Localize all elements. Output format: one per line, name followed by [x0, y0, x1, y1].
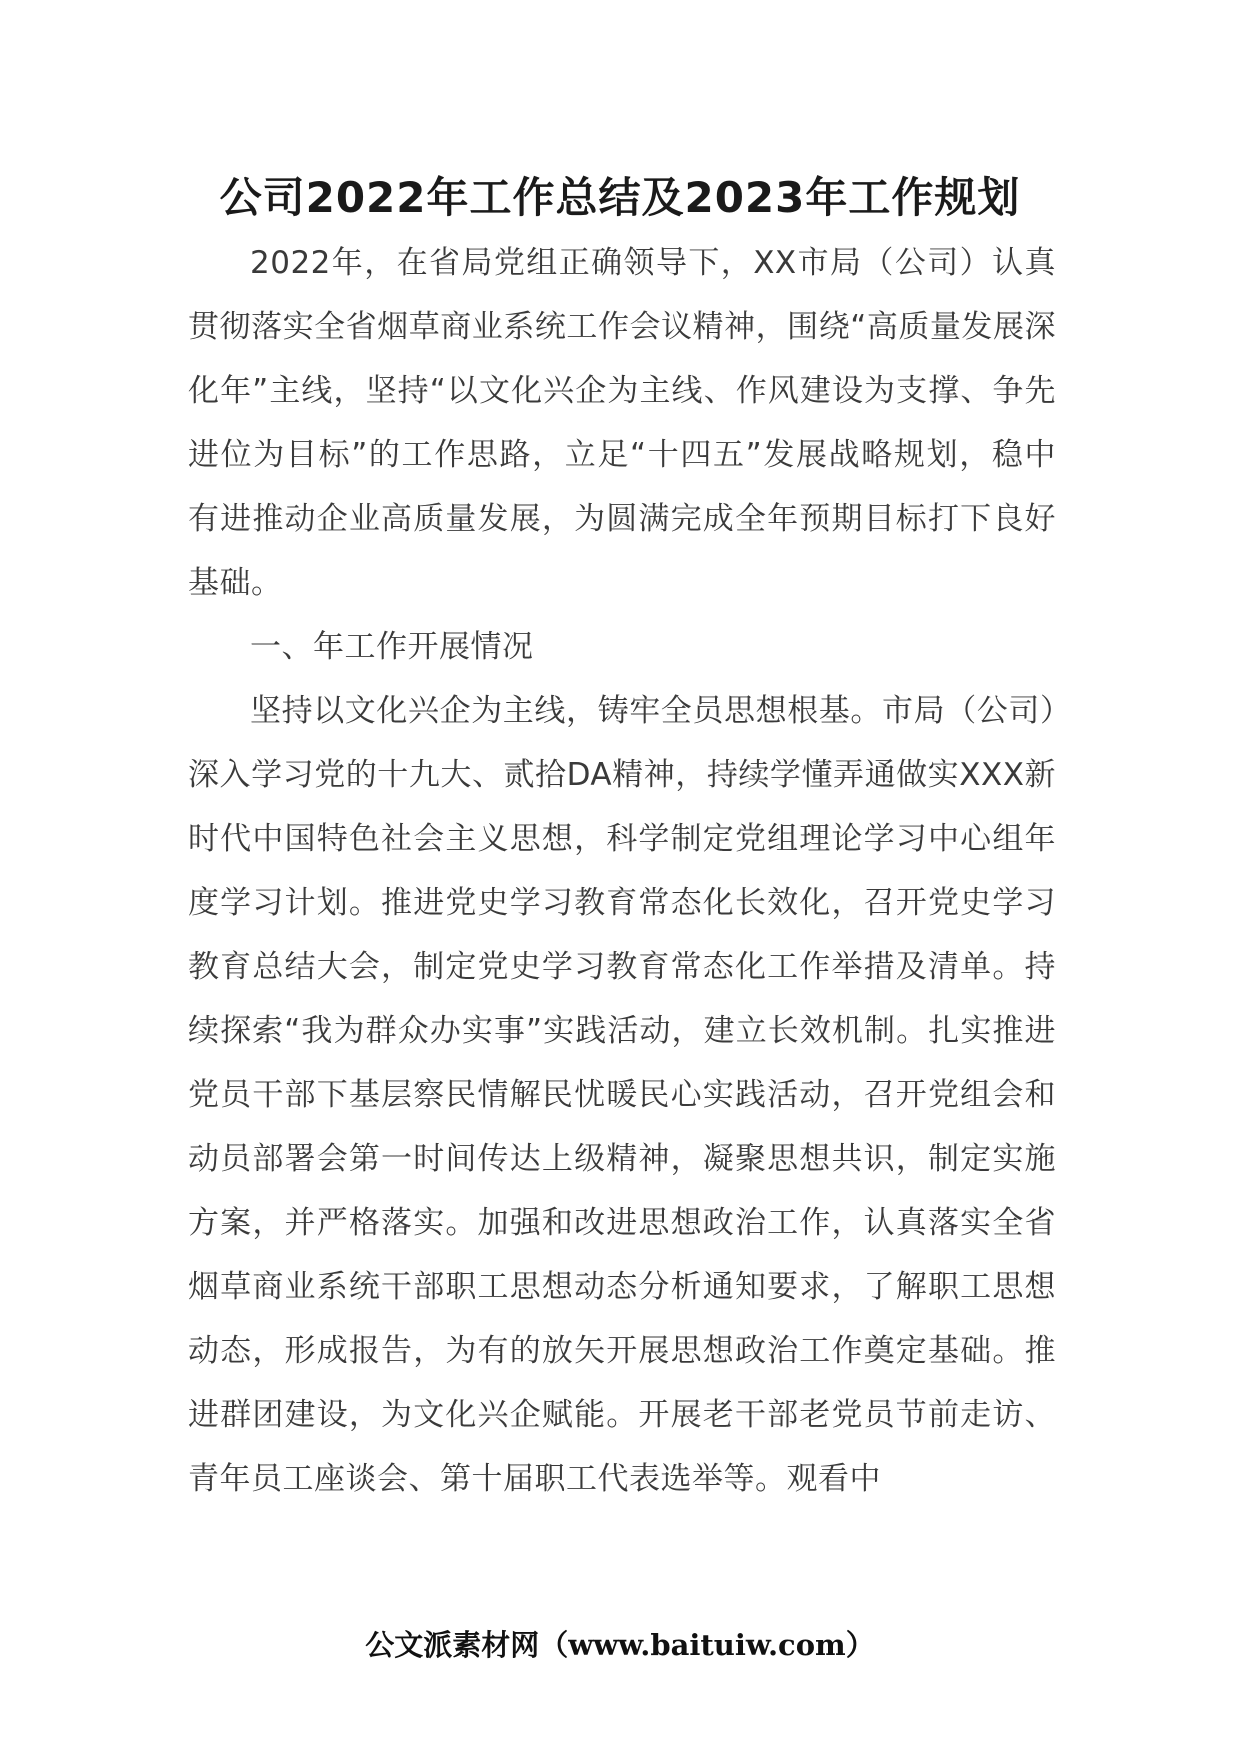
- document-title: 公司2022年工作总结及2023年工作规划: [219, 173, 1021, 222]
- body-paragraph: 坚持以文化兴企为主线，铸牢全员思想根基。市局（公司）深入学习党的十九大、贰拾DA精神，持续学懂弄通做实XXX新时代中国特色社会主义思想，科学制定党组理论学习中心组年度学习计划。推进党史学习教育常态化长效化，召开党史学习教育总结大会，制定党史学习教育常态化工作举措及清单。持续探索“我为群众办实事”实践活动，建立长效机制。扎实推进党员干部下基层察民情解民忧暖民心实践活动，召开党组会和动员部署会第一时间传达上级精神，凝聚思想共识，制定实施方案，并严格落实。加强和改进思想政治工作，认真落实全省烟草商业系统干部职工思想动态分析通知要求，了解职工思想动态，形成报告，为有的放矢开展思想政治工作奠定基础。推进群团建设，为文化兴企赋能。开展老干部老党员节前走访、青年员工座谈会、第十届职工代表选举等。观看中: [188, 693, 1056, 1497]
- section-heading: 一、年工作开展情况: [250, 629, 534, 665]
- document-body: [188, 231, 1056, 1511]
- watermark-footer: 公文派素材网（www.baituiw.com）: [365, 1628, 875, 1662]
- intro-paragraph: 2022年，在省局党组正确领导下，XX市局（公司）认真贯彻落实全省烟草商业系统工作会议精神，围绕“高质量发展深化年”主线，坚持“以文化兴企为主线、作风建设为支撑、争先进位为目标”的工作思路，立足“十四五”发展战略规划，稳中有进推动企业高质量发展，为圆满完成全年预期目标打下良好基础。: [188, 245, 1056, 601]
